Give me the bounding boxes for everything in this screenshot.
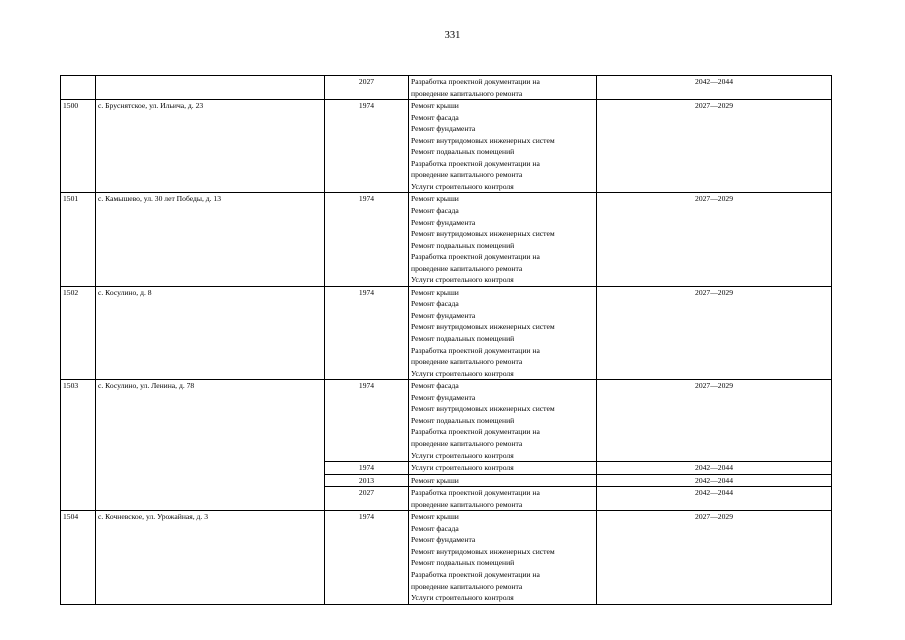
address-cell <box>96 76 325 100</box>
works-cell <box>409 487 597 511</box>
work-line: Ремонт крыши <box>411 287 459 297</box>
year-cell: 1974 <box>325 462 409 475</box>
work-line: Ремонт внутридомовых инженерных систем <box>411 135 555 145</box>
work-line: Ремонт подвальных помещений <box>411 415 515 425</box>
work-line: Услуги строительного контроля <box>411 593 514 603</box>
work-line: Ремонт внутридомовых инженерных систем <box>411 229 555 239</box>
work-line: Ремонт фасада <box>411 206 459 216</box>
works-cell <box>409 286 597 379</box>
work-line: Ремонт фундамента <box>411 124 476 134</box>
work-line: проведение капитального ремонта <box>411 263 523 273</box>
work-line: Ремонт фасада <box>411 523 459 533</box>
work-line: Ремонт крыши <box>411 194 459 204</box>
address-cell: с. Косулино, ул. Ленина, д. 78 <box>96 380 325 511</box>
year-cell: 1974 <box>325 286 409 379</box>
work-line: Услуги строительного контроля <box>411 368 514 378</box>
work-line: Ремонт внутридомовых инженерных систем <box>411 546 555 556</box>
address-cell: с. Кочневское, ул. Урожайная, д. 3 <box>96 511 325 604</box>
work-line: Ремонт фундамента <box>411 535 476 545</box>
object-number-cell: 1502 <box>61 286 96 379</box>
work-line: Услуги строительного контроля <box>411 181 514 191</box>
year-cell: 1974 <box>325 100 409 193</box>
work-line: Ремонт фундамента <box>411 217 476 227</box>
work-line: Ремонт фасада <box>411 299 459 309</box>
period-cell: 2027—2029 <box>597 511 832 604</box>
address-cell: с. Камышево, ул. 30 лет Победы, д. 13 <box>96 193 325 286</box>
work-line: Услуги строительного контроля <box>411 275 514 285</box>
work-line: Ремонт крыши <box>411 475 459 485</box>
object-number-cell: 1503 <box>61 380 96 511</box>
work-line: Ремонт подвальных помещений <box>411 240 515 250</box>
period-cell: 2027—2029 <box>597 286 832 379</box>
work-line: Ремонт подвальных помещений <box>411 558 515 568</box>
works-cell <box>409 462 597 475</box>
period-cell: 2042—2044 <box>597 474 832 487</box>
work-line: проведение капитального ремонта <box>411 88 523 98</box>
work-line: проведение капитального ремонта <box>411 499 523 509</box>
works-cell <box>409 193 597 286</box>
period-cell: 2042—2044 <box>597 76 832 100</box>
work-line: Ремонт фасада <box>411 381 459 391</box>
period-cell: 2042—2044 <box>597 462 832 475</box>
work-line: Разработка проектной документации на <box>411 488 540 498</box>
work-line: Ремонт фундамента <box>411 392 476 402</box>
work-line: Ремонт подвальных помещений <box>411 334 515 344</box>
period-cell: 2042—2044 <box>597 487 832 511</box>
work-line: Ремонт фасада <box>411 112 459 122</box>
table-row <box>61 193 832 286</box>
repair-schedule-table <box>60 75 832 605</box>
year-cell: 1974 <box>325 380 409 462</box>
work-line: Услуги строительного контроля <box>411 450 514 460</box>
year-cell: 1974 <box>325 511 409 604</box>
work-line: Ремонт крыши <box>411 101 459 111</box>
table-row <box>61 76 832 100</box>
works-cell <box>409 380 597 462</box>
work-line: Разработка проектной документации на <box>411 158 540 168</box>
work-line: проведение капитального ремонта <box>411 438 523 448</box>
address-cell: с. Бруснятское, ул. Ильича, д. 23 <box>96 100 325 193</box>
object-number-cell: 1504 <box>61 511 96 604</box>
works-cell <box>409 76 597 100</box>
table-row <box>61 286 832 379</box>
work-line: Ремонт внутридомовых инженерных систем <box>411 404 555 414</box>
table-row <box>61 100 832 193</box>
work-line: Разработка проектной документации на <box>411 252 540 262</box>
table-row <box>61 511 832 604</box>
year-cell: 2013 <box>325 474 409 487</box>
work-line: проведение капитального ремонта <box>411 357 523 367</box>
object-number-cell: 1500 <box>61 100 96 193</box>
period-cell: 2027—2029 <box>597 100 832 193</box>
work-line: Ремонт внутридомовых инженерных систем <box>411 322 555 332</box>
works-cell <box>409 100 597 193</box>
table-row <box>61 380 832 462</box>
object-number-cell <box>61 76 96 100</box>
period-cell: 2027—2029 <box>597 193 832 286</box>
work-line: Разработка проектной документации на <box>411 427 540 437</box>
year-cell: 2027 <box>325 487 409 511</box>
work-line: Разработка проектной документации на <box>411 77 540 86</box>
address-cell: с. Косулино, д. 8 <box>96 286 325 379</box>
work-line: Разработка проектной документации на <box>411 345 540 355</box>
works-cell <box>409 474 597 487</box>
work-line: проведение капитального ремонта <box>411 170 523 180</box>
work-line: Разработка проектной документации на <box>411 569 540 579</box>
year-cell: 1974 <box>325 193 409 286</box>
work-line: Ремонт подвальных помещений <box>411 147 515 157</box>
year-cell: 2027 <box>325 76 409 100</box>
period-cell: 2027—2029 <box>597 380 832 462</box>
work-line: проведение капитального ремонта <box>411 581 523 591</box>
work-line: Ремонт крыши <box>411 512 459 522</box>
page-number: 331 <box>444 30 461 41</box>
object-number-cell: 1501 <box>61 193 96 286</box>
work-line: Услуги строительного контроля <box>411 463 514 473</box>
work-line: Ремонт фундамента <box>411 310 476 320</box>
works-cell <box>409 511 597 604</box>
